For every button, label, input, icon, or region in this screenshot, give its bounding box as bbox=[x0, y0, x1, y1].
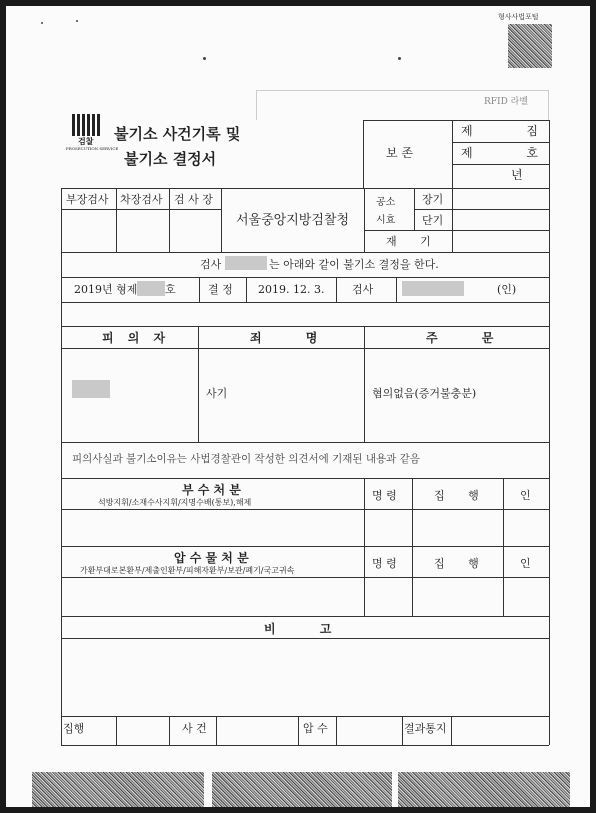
footer-notice: 결과통지 bbox=[404, 722, 447, 735]
seized-seal: 인 bbox=[520, 557, 531, 570]
header-charge: 죄 명 bbox=[250, 331, 318, 345]
approval-deputy: 차장검사 bbox=[120, 193, 163, 206]
remarks-label: 비 고 bbox=[264, 622, 332, 636]
footer-case: 사 건 bbox=[182, 722, 207, 735]
limitation-short: 단기 bbox=[422, 214, 444, 227]
doc-title-line1: 불기소 사건기록 및 bbox=[114, 125, 241, 143]
decision-pre: 검사 bbox=[200, 258, 222, 271]
attached-exec: 집 행 bbox=[434, 489, 479, 502]
ruling-value: 혐의없음(증거불충분) bbox=[372, 387, 477, 400]
redacted-case-number bbox=[137, 281, 165, 296]
seized-exec: 집 행 bbox=[434, 557, 479, 570]
seized-sub: 가환부대로본환부/제출인환부/피해자환부/보관/폐기/국고귀속 bbox=[80, 566, 295, 575]
barcode-strip bbox=[212, 772, 392, 807]
redacted-prosecutor bbox=[225, 256, 267, 270]
header-ruling: 주 문 bbox=[426, 331, 494, 345]
preservation-row-3: 년 bbox=[511, 168, 523, 182]
doc-title-line2: 불기소 결정서 bbox=[124, 150, 217, 168]
case-number-pre: 2019년 형제 bbox=[74, 283, 138, 296]
decision-post: 는 아래와 같이 불기소 결정을 한다. bbox=[269, 258, 439, 271]
prosecution-logo-icon bbox=[72, 114, 100, 136]
stamp-label: 형사사법포털 bbox=[498, 13, 539, 21]
approval-head: 검 사 장 bbox=[174, 193, 213, 206]
org-sub: PROSECUTION SERVICE bbox=[66, 146, 119, 151]
facts-text: 피의사실과 불기소이유는 사법경찰관이 작성한 의견서에 기재된 내용과 같음 bbox=[72, 453, 420, 465]
redacted-suspect bbox=[72, 380, 110, 398]
case-number-post: 호 bbox=[165, 283, 176, 296]
attached-title: 부 수 처 분 bbox=[182, 483, 241, 497]
punch-hole bbox=[203, 57, 206, 60]
reopen-label: 재 기 bbox=[386, 235, 431, 248]
office-name: 서울중앙지방검찰청 bbox=[236, 213, 350, 228]
preservation-row-2: 제 호 bbox=[461, 146, 538, 160]
punch-hole bbox=[398, 57, 401, 60]
seized-order: 명 령 bbox=[372, 557, 397, 570]
header-suspect: 피 의 자 bbox=[102, 331, 166, 345]
decision-date: 2019. 12. 3. bbox=[258, 283, 325, 296]
preservation-label: 보 존 bbox=[386, 146, 413, 160]
seal-mark: (인) bbox=[497, 283, 517, 296]
charge-value: 사기 bbox=[206, 387, 228, 400]
footer-seizure: 압 수 bbox=[303, 722, 328, 735]
attached-seal: 인 bbox=[520, 489, 531, 502]
barcode-strip bbox=[398, 772, 570, 807]
redacted-prosecutor-name bbox=[402, 281, 464, 296]
limitation-long: 장기 bbox=[422, 193, 444, 206]
attached-sub: 석방지휘/소재수사지휘/지명수배(통보),해제 bbox=[98, 498, 252, 507]
scan-dot bbox=[76, 20, 78, 22]
seized-title: 압 수 물 처 분 bbox=[174, 551, 249, 565]
qr-code-icon bbox=[508, 24, 552, 68]
footer-exec: 집행 bbox=[63, 722, 85, 735]
document-page bbox=[6, 6, 590, 807]
attached-order: 명 령 bbox=[372, 489, 397, 502]
decision-label: 결 정 bbox=[208, 283, 233, 296]
preservation-row-1: 제 짐 bbox=[461, 124, 538, 138]
scan-dot bbox=[41, 22, 43, 24]
prosecutor-label: 검사 bbox=[352, 283, 374, 296]
approval-chief: 부장검사 bbox=[66, 193, 109, 206]
rfid-label: RFID 라벨 bbox=[484, 97, 529, 107]
limitation-label: 공소 시효 bbox=[376, 197, 396, 226]
org-name: 검찰 bbox=[78, 136, 94, 146]
barcode-strip bbox=[32, 772, 204, 807]
